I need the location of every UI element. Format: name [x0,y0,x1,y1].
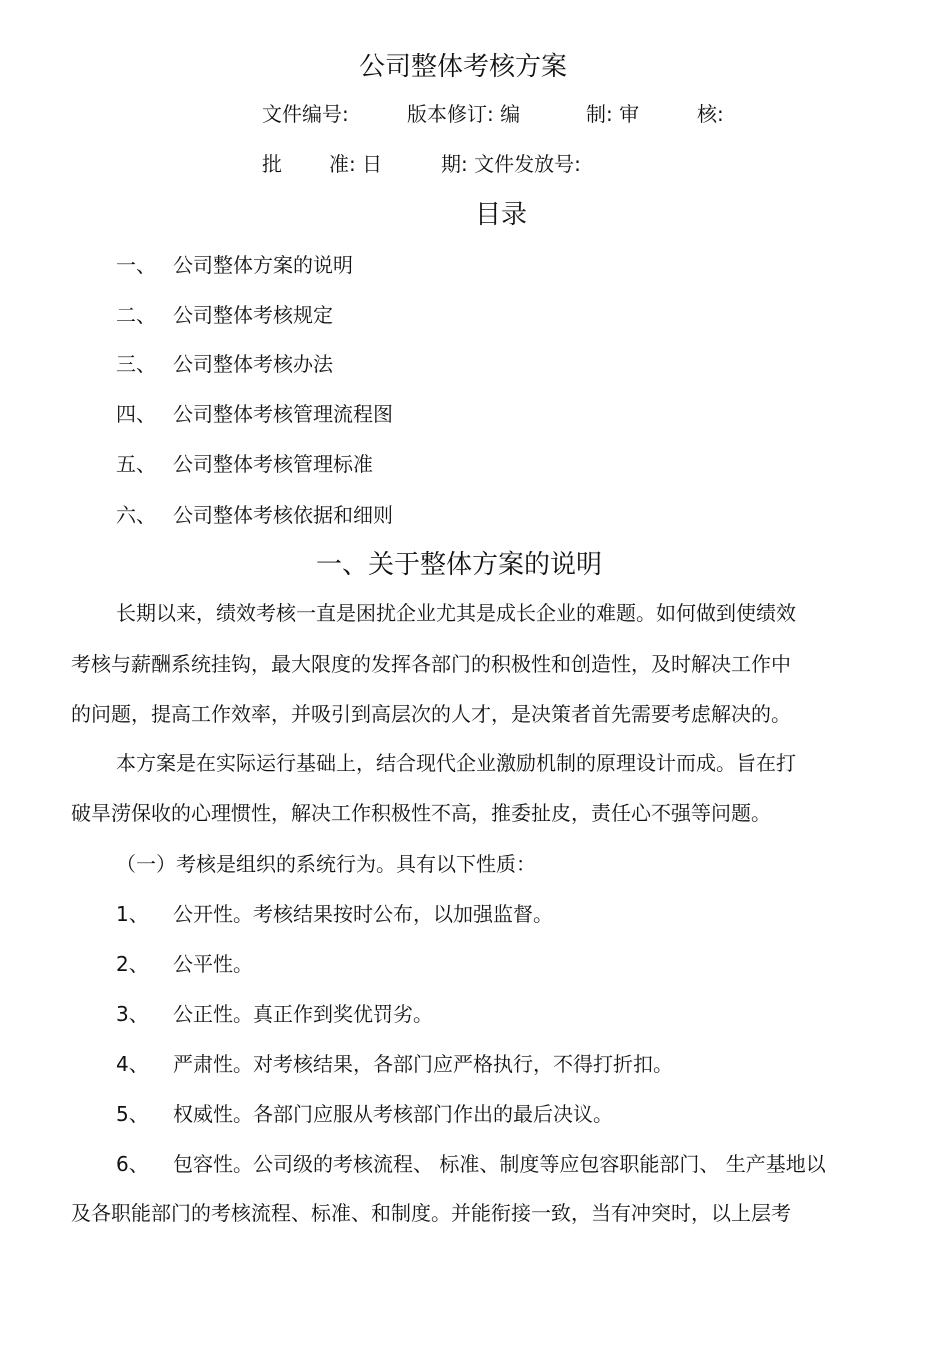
toc-item-number: 四、 [116,402,156,426]
list-item-text: 公正性。真正作到奖优罚劣。 [173,1002,433,1026]
meta-reviewed: 核: [697,102,724,126]
toc-item-number: 二、 [116,303,156,327]
toc-item-text: 公司整体考核管理标准 [173,452,373,476]
paragraph-line: 考核与薪酬系统挂钩，最大限度的发挥各部门的积极性和创造性，及时解决工作中 [71,652,791,676]
paragraph-line: 的问题，提高工作效率，并吸引到高层次的人才，是决策者首先需要考虑解决的。 [71,702,791,726]
paragraph-line: 破旱涝保收的心理惯性，解决工作积极性不高，推委扯皮，责任心不强等问题。 [71,801,771,825]
meta-file-number: 文件编号: [262,102,349,126]
toc-item-text: 公司整体考核规定 [173,303,333,327]
meta-prepared: 制: 审 [586,102,640,126]
list-item-text: 公平性。 [173,952,253,976]
list-item-text: 严肃性。对考核结果，各部门应严格执行，不得打折扣。 [173,1052,673,1076]
section-title: 一、关于整体方案的说明 [316,550,603,580]
meta-date-release: 期: 文件发放号: [441,152,581,176]
list-item-text: 权威性。各部门应服从考核部门作出的最后决议。 [173,1102,613,1126]
meta-approve-a: 批 [262,152,282,176]
toc-item-number: 五、 [116,452,156,476]
toc-item-text: 公司整体方案的说明 [173,253,353,277]
toc-title: 目录 [475,200,528,230]
list-item-number: 4、 [116,1052,149,1076]
list-item-number: 5、 [116,1102,149,1126]
meta-revision: 版本修订: 编 [407,102,521,126]
list-item-number: 1、 [116,902,149,926]
toc-item-text: 公司整体考核办法 [173,352,333,376]
list-item-number: 6、 [116,1152,149,1176]
list-item-number: 3、 [116,1002,149,1026]
list-item-text: 包容性。公司级的考核流程、 标准、制度等应包容职能部门、 生产基地以 [173,1152,826,1176]
paragraph-line: 本方案是在实际运行基础上，结合现代企业激励机制的原理设计而成。旨在打 [116,751,796,775]
toc-item-number: 三、 [116,352,156,376]
sub-heading: （一）考核是组织的系统行为。具有以下性质： [116,852,536,876]
list-item-number: 2、 [116,952,149,976]
meta-approve-b: 准: 日 [329,152,383,176]
toc-item-number: 一、 [116,253,156,277]
paragraph-line: 及各职能部门的考核流程、标准、和制度。并能衔接一致，当有冲突时，以上层考 [71,1201,791,1225]
document-title: 公司整体考核方案 [359,52,568,82]
list-item-text: 公开性。考核结果按时公布，以加强监督。 [173,902,553,926]
toc-item-text: 公司整体考核管理流程图 [173,402,393,426]
toc-item-number: 六、 [116,503,156,527]
paragraph-line: 长期以来，绩效考核一直是困扰企业尤其是成长企业的难题。如何做到使绩效 [116,601,796,625]
toc-item-text: 公司整体考核依据和细则 [173,503,393,527]
